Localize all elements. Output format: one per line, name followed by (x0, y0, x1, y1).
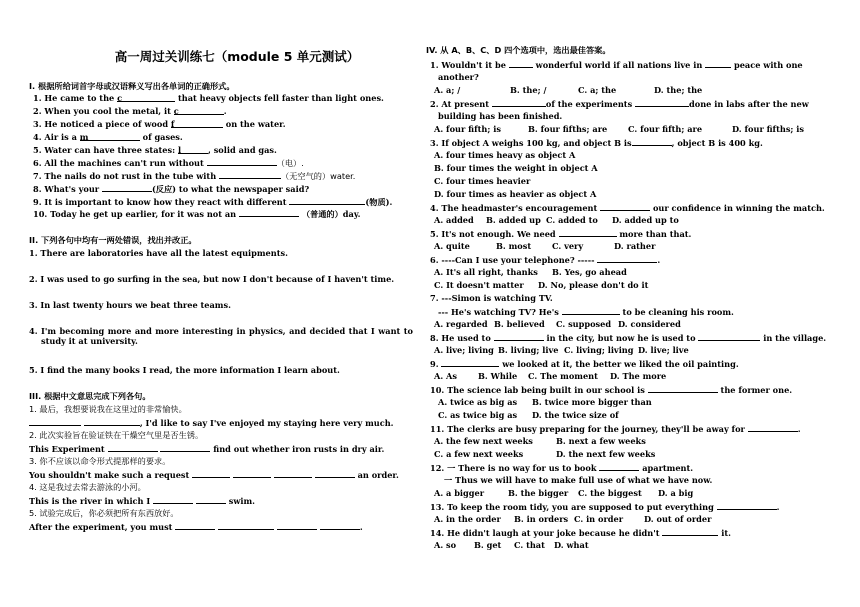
s2-item-1: 1. There are laboratories have all the latest equipments. (29, 248, 288, 258)
q13-stem: 13. To keep the room tidy, you are supposed to put everything . (430, 502, 780, 512)
q8-options: A. live; living B. living; live C. living; living D. live; live (434, 345, 689, 355)
q7-stem-cont: --- He's watching TV? He's to be cleaning his room. (438, 307, 734, 317)
section4-heading: IV. 从 A、B、C、D 四个选项中，选出最佳答案。 (426, 45, 611, 55)
q8-stem: 8. He used to in the city, but now he is used to in the village. (430, 333, 827, 343)
q12-options: A. a bigger B. the bigger C. the biggest D. a big (434, 488, 694, 498)
s3-item-5-cn: 5. 试验完成后，你必须把所有东西放好。 (29, 508, 179, 518)
q3-option-b: B. four times the weight in object A (434, 163, 598, 173)
q6-stem: 6. ----Can I use your telephone? ----- . (430, 255, 661, 265)
q9-stem: 9. we looked at it, the better we liked the oil painting. (430, 359, 739, 369)
s1-item-10: 10. Today he get up earlier, for it was not an （普通的）day. (33, 209, 361, 219)
q3-option-d: D. four times as heavier as object A (434, 189, 597, 199)
s3-item-4-cn: 4. 这是我过去常去游泳的小河。 (29, 482, 146, 492)
s3-item-2-cn: 2. 此次实验旨在验证铁在干燥空气里是否生锈。 (29, 430, 204, 440)
q1-options: A. a; / B. the; / C. a; the D. the; the (434, 85, 703, 95)
q11-stem: 11. The clerks are busy preparing for the journey, they'll be away for . (430, 424, 801, 434)
q14-options: A. so B. get C. that D. what (434, 540, 589, 550)
s1-item-5: 5. Water can have three states: l , solid and gas. (33, 145, 277, 155)
s1-item-1: 1. He came to the c that heavy objects fell faster than light ones. (33, 93, 384, 103)
q3-option-a: A. four times heavy as object A (434, 150, 576, 160)
q3-option-c: C. four times heavier (434, 176, 531, 186)
q12-stem: 12. 一 There is no way for us to book apartment. (430, 463, 694, 473)
q12-stem-cont: 一 Thus we will have to make full use of what we have now. (444, 475, 713, 485)
q5-stem: 5. It's not enough. We need more than that. (430, 229, 692, 239)
q4-stem: 4. The headmaster's encouragement our confidence in winning the match. (430, 203, 825, 213)
q9-options: A. As B. While C. The moment D. The more (434, 371, 667, 381)
q5-options: A. quite B. most C. very D. rather (434, 241, 656, 251)
q10-options-ab: A. twice as big as B. twice more bigger than (438, 397, 652, 407)
q6-options-cd: C. It doesn't matter D. No, please don't do it (434, 280, 649, 290)
q4-options: A. added B. added up C. added to D. added up to (434, 215, 679, 225)
s2-item-2: 2. I was used to go surfing in the sea, but now I don't because of I haven't time. (29, 274, 395, 284)
s3-item-2-en: This Experiment find out whether iron rusts in dry air. (29, 444, 385, 454)
s1-item-9: 9. It is important to know how they react with different (物质). (33, 197, 393, 207)
q14-stem: 14. He didn't laugh at your joke because he didn't it. (430, 528, 731, 538)
q2-stem-cont: building has been finished. (438, 111, 563, 121)
s2-item-5: 5. I find the many books I read, the more information I learn about. (29, 365, 340, 375)
q1-stem: 1. Wouldn't it be wonderful world if all nations live in peace with one (430, 60, 803, 70)
s1-item-4: 4. Air is a m of gases. (33, 132, 183, 142)
q3-stem: 3. If object A weighs 100 kg, and object B is , object B is 400 kg. (430, 138, 763, 148)
q10-stem: 10. The science lab being built in our school is the former one. (430, 385, 793, 395)
s2-item-4: 4. I'm becoming more and more interesting in physics, and decided that I want to study it at university. (29, 326, 413, 346)
s1-item-3: 3. He noticed a piece of wood f on the water. (33, 119, 286, 129)
q7-stem: 7. ---Simon is watching TV. (430, 293, 553, 303)
q10-options-cd: C. as twice big as D. the twice size of (438, 410, 619, 420)
s1-item-6: 6. All the machines can't run without （电）. (33, 158, 304, 168)
section2-heading: II. 下列各句中均有一两处错误，找出并改正。 (29, 235, 197, 245)
s1-item-2: 2. When you cool the metal, it c . (33, 106, 227, 116)
s2-item-3: 3. In last twenty hours we beat three teams. (29, 300, 231, 310)
s3-item-3-en: You shouldn't make such a request an order. (29, 470, 399, 480)
s1-item-8: 8. What's your (反应) to what the newspaper said? (33, 184, 310, 194)
q2-stem: 2. At present of the experiments done in labs after the new (430, 99, 809, 109)
s3-item-1-cn: 1. 最后，我想要说我在这里过的非常愉快。 (29, 404, 187, 414)
section3-heading: III. 根据中文意思完成下列各句。 (29, 391, 151, 401)
q7-options: A. regarded B. believed C. supposed D. considered (434, 319, 681, 329)
s3-item-5-en: After the experiment, you must . (29, 522, 363, 532)
q13-options: A. in the order B. in orders C. in order D. out of order (434, 514, 712, 524)
s1-item-7: 7. The nails do not rust in the tube with （无空气的）water. (33, 171, 356, 181)
s3-item-3-cn: 3. 你不应该以命令形式提那样的要求。 (29, 456, 171, 466)
section1-heading: I. 根据所给词首字母或汉语释义写出各单词的正确形式。 (29, 81, 235, 91)
q2-options: A. four fifth; is B. four fifths; are C. four fifth; are D. four fifths; is (434, 124, 805, 134)
s3-item-4-en: This is the river in which I swim. (29, 496, 256, 506)
q11-options-ab: A. the few next weeks B. next a few weeks (434, 436, 646, 446)
s3-item-1-en: , I'd like to say I've enjoyed my staying here very much. (29, 417, 394, 428)
q11-options-cd: C. a few next weeks D. the next few weeks (434, 449, 656, 459)
q1-stem-cont: another? (438, 72, 479, 82)
q6-options-ab: A. It's all right, thanks B. Yes, go ahead (434, 267, 627, 277)
page-title: 高一周过关训练七（module 5 单元测试） (114, 49, 360, 64)
